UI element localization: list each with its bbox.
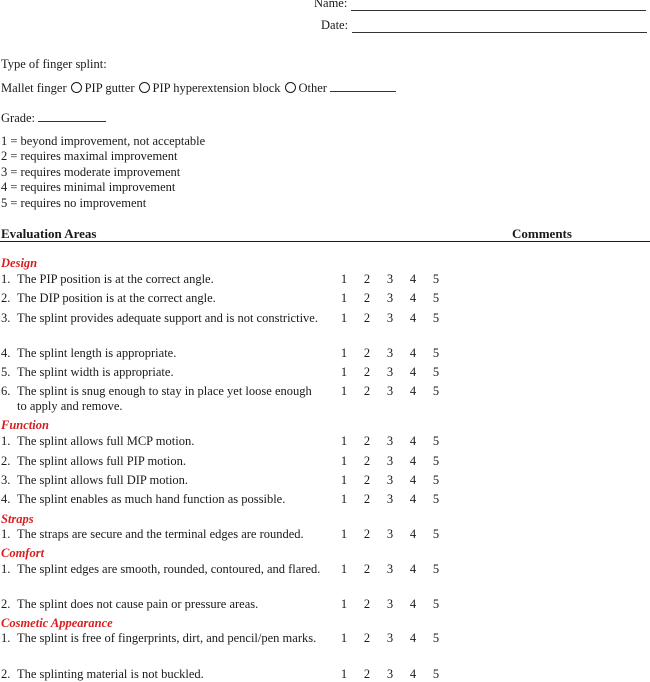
rating-option[interactable]: 2: [363, 631, 371, 645]
item-text: The splint edges are smooth, rounded, contoured, and flared.: [17, 562, 321, 576]
grade-row: [1, 110, 106, 126]
item-number: 1.: [1, 631, 11, 645]
rating-option[interactable]: 2: [363, 492, 371, 506]
item-number: 1.: [1, 527, 11, 541]
item-text: The splint does not cause pain or pressure areas.: [17, 597, 259, 611]
section-title: Straps: [1, 512, 34, 526]
item-text: The splinting material is not buckled.: [17, 667, 204, 681]
item-number: 2.: [1, 667, 11, 681]
rating-option[interactable]: 1: [340, 291, 348, 305]
rating-option[interactable]: 5: [432, 454, 440, 468]
evaluation-areas-heading: Evaluation Areas: [1, 226, 97, 241]
rating-option[interactable]: 1: [340, 434, 348, 448]
rating-option[interactable]: 5: [432, 272, 440, 286]
option-pip-gutter-label: PIP gutter: [84, 81, 135, 95]
rating-option[interactable]: 4: [409, 667, 417, 681]
rating-option[interactable]: 2: [363, 473, 371, 487]
rating-scale: [340, 346, 440, 361]
rating-option[interactable]: 5: [432, 291, 440, 305]
rating-option[interactable]: 1: [340, 384, 348, 398]
rating-option[interactable]: 1: [340, 272, 348, 286]
rating-option[interactable]: 2: [363, 597, 371, 611]
item-text: The splint width is appropriate.: [17, 365, 174, 379]
section-title: Comfort: [1, 546, 45, 560]
rating-option[interactable]: 3: [386, 311, 394, 325]
rating-option[interactable]: 4: [409, 492, 417, 506]
rating-scale: [340, 597, 440, 612]
grade-scale-2: 2 = requires maximal improvement: [1, 149, 178, 163]
rating-option[interactable]: 2: [363, 311, 371, 325]
item-number: 3.: [1, 473, 11, 487]
rating-option[interactable]: 1: [340, 667, 348, 681]
item-text: The PIP position is at the correct angle.: [17, 272, 214, 286]
rating-option[interactable]: 4: [409, 631, 417, 645]
rating-option[interactable]: 4: [409, 365, 417, 379]
option-mallet-finger-label: Mallet finger: [1, 81, 67, 95]
rating-option[interactable]: 4: [409, 473, 417, 487]
item-number: 2.: [1, 454, 11, 468]
item-number: 5.: [1, 365, 11, 379]
rating-option[interactable]: 1: [340, 346, 348, 360]
rating-option[interactable]: 2: [363, 527, 371, 541]
rating-option[interactable]: 2: [363, 365, 371, 379]
rating-scale: [340, 492, 440, 507]
item-number: 4.: [1, 346, 11, 360]
rating-option[interactable]: 5: [432, 346, 440, 360]
rating-option[interactable]: 4: [409, 562, 417, 576]
splint-type-options: [1, 80, 396, 96]
name-field[interactable]: [351, 0, 646, 11]
rating-scale: [340, 384, 440, 399]
rating-option[interactable]: 3: [386, 272, 394, 286]
option-pip-gutter-radio[interactable]: [139, 82, 150, 93]
rating-option[interactable]: 5: [432, 311, 440, 325]
grade-scale-4: 4 = requires minimal improvement: [1, 180, 176, 194]
item-text: The splint length is appropriate.: [17, 346, 177, 360]
name-label: Name:: [314, 0, 348, 10]
rating-scale: [340, 311, 440, 326]
rating-scale: [340, 473, 440, 488]
item-text: The DIP position is at the correct angle.: [17, 291, 216, 305]
rating-option[interactable]: 4: [409, 311, 417, 325]
rating-option[interactable]: 2: [363, 562, 371, 576]
rating-option[interactable]: 5: [432, 562, 440, 576]
rating-option[interactable]: 5: [432, 384, 440, 398]
rating-option[interactable]: 5: [432, 667, 440, 681]
rating-scale: [340, 454, 440, 469]
rating-option[interactable]: 1: [340, 631, 348, 645]
item-text: The splint is free of fingerprints, dirt, and pencil/pen marks.: [17, 631, 317, 645]
rating-scale: [340, 562, 440, 577]
comments-heading: Comments: [512, 226, 572, 241]
item-number: 1.: [1, 434, 11, 448]
rating-option[interactable]: 2: [363, 291, 371, 305]
rating-option[interactable]: 4: [409, 346, 417, 360]
option-other-label: Other: [298, 81, 327, 95]
rating-option[interactable]: 2: [363, 667, 371, 681]
rating-scale: [340, 365, 440, 380]
item-number: 6.: [1, 384, 11, 398]
option-pip-hyperextension-radio[interactable]: [285, 82, 296, 93]
name-row: [314, 0, 646, 11]
item-text: The splint allows full MCP motion.: [17, 434, 195, 448]
item-number: 1.: [1, 272, 11, 286]
item-text: The splint allows full PIP motion.: [17, 454, 186, 468]
rating-scale: [340, 291, 440, 306]
rating-scale: [340, 272, 440, 287]
rating-option[interactable]: 3: [386, 667, 394, 681]
rating-option[interactable]: 3: [386, 597, 394, 611]
date-row: [321, 18, 647, 33]
rating-option[interactable]: 1: [340, 527, 348, 541]
rating-option[interactable]: 2: [363, 454, 371, 468]
rating-option[interactable]: 2: [363, 384, 371, 398]
rating-option[interactable]: 2: [363, 272, 371, 286]
rating-option[interactable]: 3: [386, 562, 394, 576]
other-field[interactable]: [330, 80, 396, 92]
rating-option[interactable]: 5: [432, 365, 440, 379]
rating-scale: [340, 434, 440, 449]
item-number: 3.: [1, 311, 11, 325]
section-title: Cosmetic Appearance: [1, 616, 113, 630]
grade-scale-3: 3 = requires moderate improvement: [1, 165, 181, 179]
rating-option[interactable]: 1: [340, 311, 348, 325]
evaluation-table-header: [0, 225, 650, 242]
rating-option[interactable]: 4: [409, 291, 417, 305]
item-number: 2.: [1, 291, 11, 305]
grade-scale-5: 5 = requires no improvement: [1, 196, 147, 210]
rating-option[interactable]: 5: [432, 631, 440, 645]
item-text: The splint enables as much hand function as possible.: [17, 492, 286, 506]
item-text: The splint is snug enough to stay in place yet loose enough to apply and remove.: [17, 384, 312, 413]
rating-option[interactable]: 1: [340, 562, 348, 576]
rating-option[interactable]: 1: [340, 492, 348, 506]
grade-scale-1: 1 = beyond improvement, not acceptable: [1, 134, 206, 148]
rating-option[interactable]: 3: [386, 291, 394, 305]
item-number: 4.: [1, 492, 11, 506]
option-pip-hyperextension-label: PIP hyperextension block: [152, 81, 281, 95]
rating-option[interactable]: 3: [386, 346, 394, 360]
rating-option[interactable]: 1: [340, 454, 348, 468]
rating-option[interactable]: 3: [386, 492, 394, 506]
grade-label: Grade:: [1, 111, 36, 125]
item-text: The splint provides adequate support and is not constrictive.: [17, 311, 318, 325]
rating-option[interactable]: 3: [386, 473, 394, 487]
rating-option[interactable]: 3: [386, 434, 394, 448]
item-number: 2.: [1, 597, 11, 611]
rating-option[interactable]: 1: [340, 473, 348, 487]
grade-field[interactable]: [38, 110, 106, 122]
rating-option[interactable]: 5: [432, 492, 440, 506]
rating-option[interactable]: 4: [409, 272, 417, 286]
rating-option[interactable]: 3: [386, 631, 394, 645]
rating-scale: [340, 631, 440, 646]
rating-option[interactable]: 3: [386, 527, 394, 541]
rating-option[interactable]: 1: [340, 365, 348, 379]
item-text: The straps are secure and the terminal edges are rounded.: [17, 527, 304, 541]
rating-option[interactable]: 2: [363, 346, 371, 360]
rating-option[interactable]: 4: [409, 454, 417, 468]
date-field[interactable]: [352, 19, 647, 33]
date-label: Date:: [321, 18, 349, 32]
rating-option[interactable]: 5: [432, 527, 440, 541]
rating-option[interactable]: 5: [432, 473, 440, 487]
rating-option[interactable]: 5: [432, 597, 440, 611]
rating-option[interactable]: 3: [386, 365, 394, 379]
rating-option[interactable]: 1: [340, 597, 348, 611]
rating-option[interactable]: 2: [363, 434, 371, 448]
rating-scale: [340, 527, 440, 542]
splint-type-label: Type of finger splint:: [1, 57, 107, 71]
section-title: Design: [1, 256, 38, 270]
rating-option[interactable]: 4: [409, 384, 417, 398]
section-title: Function: [1, 418, 49, 432]
rating-option[interactable]: 4: [409, 597, 417, 611]
item-number: 1.: [1, 562, 11, 576]
rating-option[interactable]: 3: [386, 454, 394, 468]
rating-option[interactable]: 5: [432, 434, 440, 448]
option-mallet-finger-radio[interactable]: [71, 82, 82, 93]
rating-option[interactable]: 4: [409, 434, 417, 448]
rating-option[interactable]: 3: [386, 384, 394, 398]
item-text: The splint allows full DIP motion.: [17, 473, 189, 487]
rating-option[interactable]: 4: [409, 527, 417, 541]
